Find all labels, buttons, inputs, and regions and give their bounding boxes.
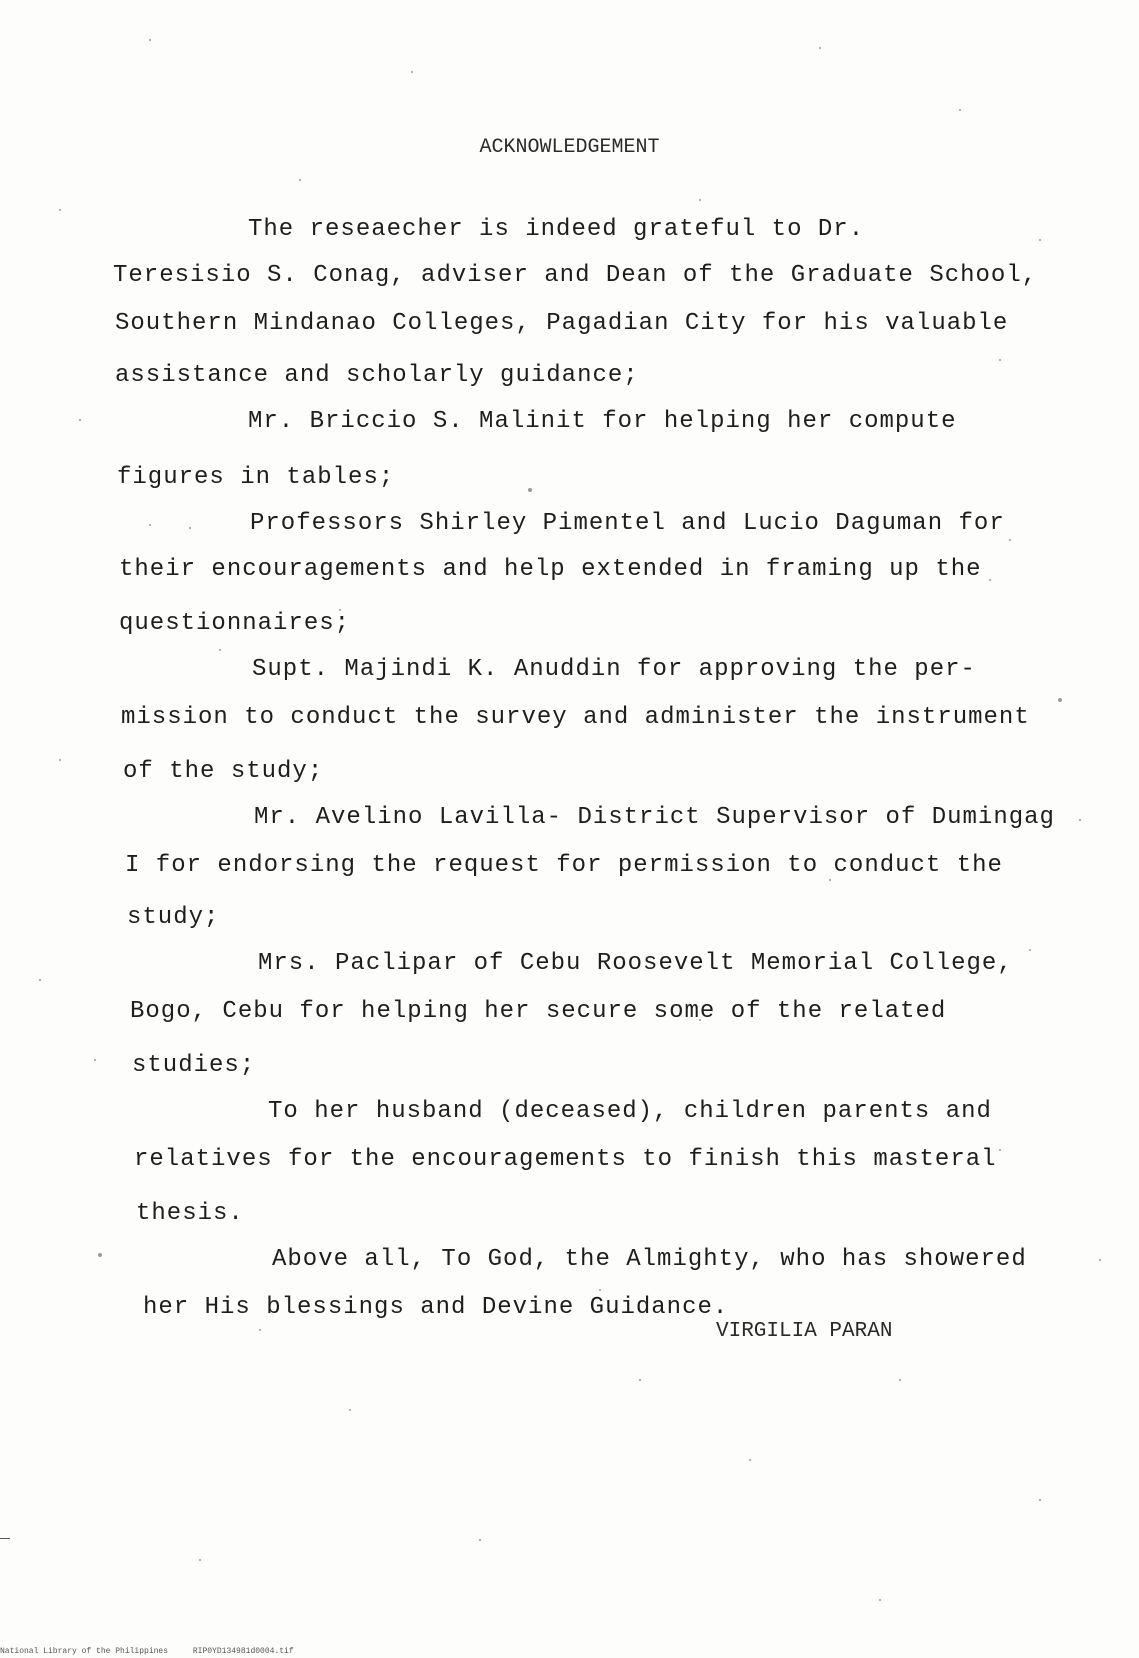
text-line: Mr. Avelino Lavilla- District Supervisor of Dumingag (254, 804, 1055, 831)
text-line: her His blessings and Devine Guidance. (143, 1294, 729, 1321)
text-line: I for endorsing the request for permission to conduct the (125, 852, 1003, 879)
page-title: ACKNOWLEDGEMENT (479, 136, 660, 159)
text-line: Southern Mindanao Colleges, Pagadian City for his valuable (115, 310, 1009, 337)
text-line: relatives for the encouragements to finish this masteral (134, 1146, 997, 1173)
text-line: The reseaecher is indeed grateful to Dr. (248, 216, 865, 243)
text-line: Teresisio S. Conag, adviser and Dean of the Graduate School, (113, 262, 1038, 289)
text-line: studies; (132, 1052, 256, 1079)
text-line: study; (127, 904, 220, 931)
text-line: of the study; (123, 758, 324, 785)
text-line: their encouragements and help extended in framing up the (119, 556, 982, 583)
scan-footer (0, 1647, 294, 1656)
text-line: To her husband (deceased), children parents and (268, 1098, 992, 1125)
signature-name: VIRGILIA PARAN (716, 1320, 893, 1343)
text-line: questionnaires; (119, 610, 351, 637)
text-line: Professors Shirley Pimentel and Lucio Daguman for (250, 510, 1005, 537)
footer-source: National Library of the Philippines (0, 1647, 169, 1656)
text-line: Mr. Briccio S. Malinit for helping her compute (248, 408, 957, 435)
footer-filename: RIP0YD134981d0004.tif (192, 1647, 294, 1656)
text-line: thesis. (136, 1200, 244, 1227)
text-line: Mrs. Paclipar of Cebu Roosevelt Memorial College, (258, 950, 1013, 977)
edge-mark (0, 1538, 10, 1539)
text-line: assistance and scholarly guidance; (115, 362, 639, 389)
text-line: Bogo, Cebu for helping her secure some of the related (130, 998, 947, 1025)
text-line: Above all, To God, the Almighty, who has showered (272, 1246, 1027, 1273)
text-line: Supt. Majindi K. Anuddin for approving the per- (252, 656, 976, 683)
text-line: figures in tables; (117, 464, 395, 491)
text-line: mission to conduct the survey and administer the instrument (121, 704, 1030, 731)
